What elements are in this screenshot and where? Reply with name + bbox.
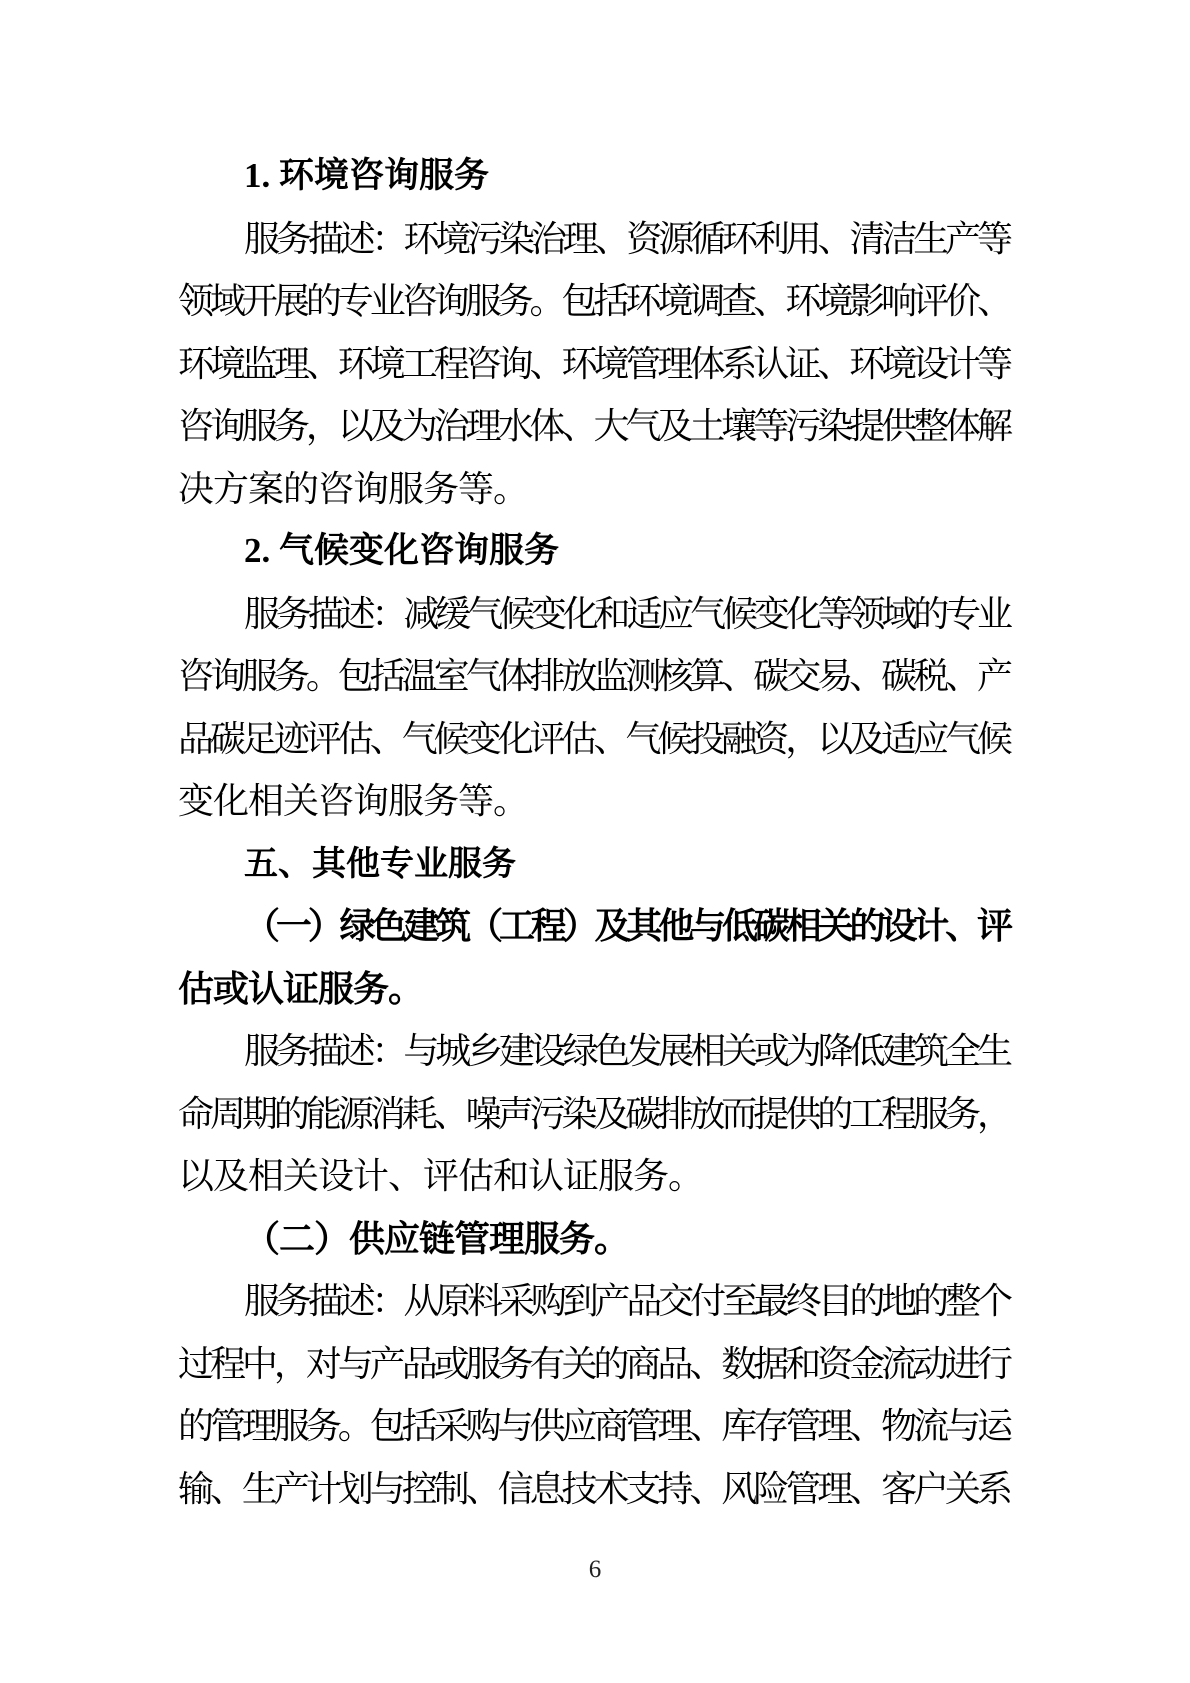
heading-section-5-other-professional-services: 五、其他专业服务 <box>244 844 516 883</box>
heading-green-building-design-line-1: （一）绿色建筑（工程）及其他与低碳相关的设计、评 <box>244 906 1008 946</box>
para-climate-line-2: 咨询服务。包括温室气体排放监测核算、碳交易、碳税、产 <box>178 656 1008 696</box>
para-supply-chain-line-3: 的管理服务。包括采购与供应商管理、库存管理、物流与运 <box>178 1406 1008 1446</box>
para-environment-line-3: 环境监理、环境工程咨询、环境管理体系认证、环境设计等 <box>178 343 1008 384</box>
para-environment-line-4: 咨询服务，以及为治理水体、大气及土壤等污染提供整体解 <box>178 406 1008 446</box>
para-supply-chain-line-4: 输、生产计划与控制、信息技术支持、风险管理、客户关系 <box>178 1468 1008 1509</box>
para-climate-line-1: 服务描述：减缓气候变化和适应气候变化等领域的专业 <box>244 593 1008 634</box>
para-supply-chain-line-1: 服务描述：从原料采购到产品交付至最终目的地的整个 <box>244 1281 1008 1321</box>
heading-green-building-design-line-2: 估或认证服务。 <box>178 968 424 1009</box>
para-environment-line-1: 服务描述：环境污染治理、资源循环利用、清洁生产等 <box>244 218 1008 259</box>
para-environment-line-5: 决方案的咨询服务等。 <box>178 468 529 509</box>
para-climate-line-3: 品碳足迹评估、气候变化评估、气候投融资，以及适应气候 <box>178 718 1008 759</box>
heading-environment-consulting-service: 1. 环境咨询服务 <box>244 156 490 195</box>
heading-climate-change-consulting-service: 2. 气候变化咨询服务 <box>244 531 560 570</box>
page-number: 6 <box>588 1556 602 1583</box>
document-text-block <box>178 145 1008 1520</box>
para-supply-chain-line-2: 过程中，对与产品或服务有关的商品、数据和资金流动进行 <box>178 1343 1008 1384</box>
para-environment-line-2: 领域开展的专业咨询服务。包括环境调查、环境影响评价、 <box>178 281 1008 321</box>
heading-supply-chain-management-service: （二）供应链管理服务。 <box>244 1218 630 1259</box>
para-green-building-line-3: 以及相关设计、评估和认证服务。 <box>178 1156 704 1196</box>
para-green-building-line-2: 命周期的能源消耗、噪声污染及碳排放而提供的工程服务， <box>178 1093 1008 1134</box>
para-green-building-line-1: 服务描述：与城乡建设绿色发展相关或为降低建筑全生 <box>244 1031 1008 1071</box>
para-climate-line-4: 变化相关咨询服务等。 <box>178 781 529 821</box>
